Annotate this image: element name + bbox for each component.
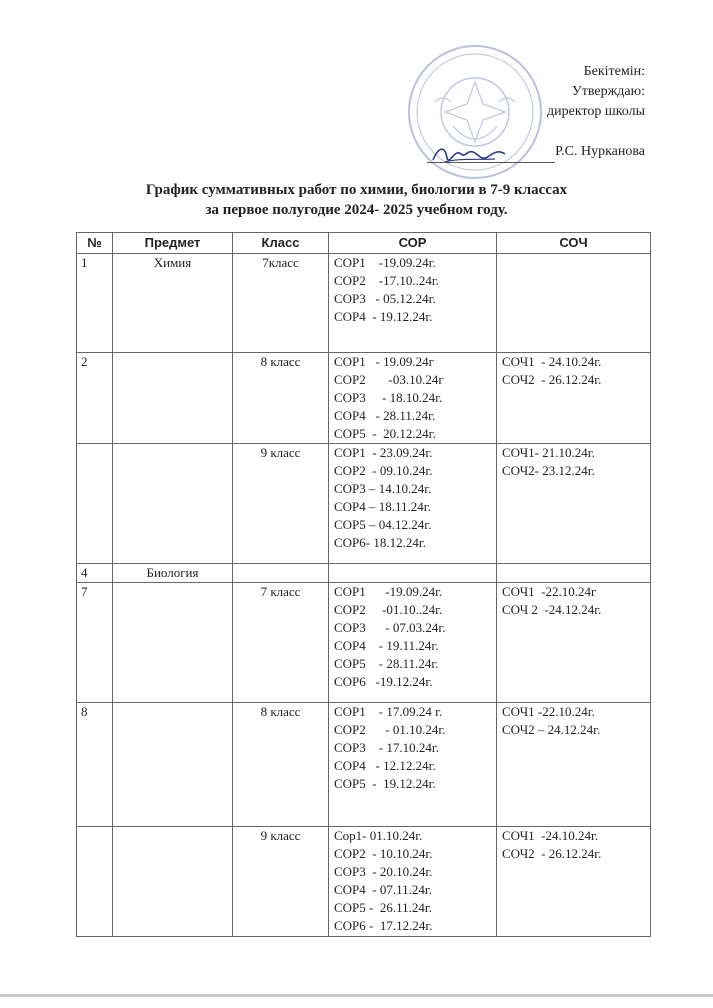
table-row bbox=[77, 827, 651, 937]
row-subject bbox=[113, 703, 233, 827]
soch-entry: СОЧ2 - 26.12.24г. bbox=[502, 846, 602, 861]
soch-entry: СОЧ1- 21.10.24г. bbox=[502, 445, 595, 460]
document-title bbox=[0, 180, 713, 220]
header-soch: СОЧ bbox=[497, 233, 651, 254]
soch-cell bbox=[497, 254, 651, 353]
sor-cell bbox=[329, 353, 497, 444]
row-number: 7 bbox=[77, 583, 113, 703]
approval-position: директор школы bbox=[547, 104, 645, 119]
sor-entry: СОР5 - 20.12.24г. bbox=[334, 426, 436, 441]
soch-entry: СОЧ1 - 24.10.24г. bbox=[502, 354, 602, 369]
soch-entry: СОЧ2- 23.12.24г. bbox=[502, 463, 595, 478]
soch-cell bbox=[497, 827, 651, 937]
row-subject bbox=[113, 827, 233, 937]
table-row bbox=[77, 703, 651, 827]
row-subject bbox=[113, 353, 233, 444]
table-row bbox=[77, 444, 651, 564]
row-subject bbox=[113, 444, 233, 564]
header-subject: Предмет bbox=[113, 233, 233, 254]
header-class: Класс bbox=[233, 233, 329, 254]
soch-entry: СОЧ 2 -24.12.24г. bbox=[502, 602, 602, 617]
soch-entry: СОЧ1 -22.10.24г. bbox=[502, 704, 595, 719]
sor-cell bbox=[329, 564, 497, 583]
row-number: 1 bbox=[77, 254, 113, 353]
row-number: 8 bbox=[77, 703, 113, 827]
sor-entry: СОР5 - 26.11.24г. bbox=[334, 900, 433, 915]
sor-entry: СОР3 - 20.10.24г. bbox=[334, 864, 433, 879]
row-number bbox=[77, 444, 113, 564]
sor-entry: СОР4 - 12.12.24г. bbox=[334, 758, 436, 773]
sor-entry: СОР3 - 18.10.24г. bbox=[334, 390, 443, 405]
sor-entry: СОР5 - 28.11.24г. bbox=[334, 656, 439, 671]
soch-cell bbox=[497, 583, 651, 703]
sor-entry: СОР1 -19.09.24г. bbox=[334, 584, 443, 599]
table-row bbox=[77, 353, 651, 444]
sor-cell bbox=[329, 444, 497, 564]
sor-entry: СОР3 - 05.12.24г. bbox=[334, 291, 436, 306]
header-sor: СОР bbox=[329, 233, 497, 254]
sor-cell bbox=[329, 827, 497, 937]
sor-entry: Сор1- 01.10.24г. bbox=[334, 828, 423, 843]
table-header-row bbox=[77, 233, 651, 254]
sor-entry: СОР2 -03.10.24г bbox=[334, 372, 444, 387]
page-bottom-edge bbox=[0, 994, 713, 997]
sor-entry: СОР4 - 19.11.24г. bbox=[334, 638, 439, 653]
soch-entry: СОЧ1 -24.10.24г. bbox=[502, 828, 599, 843]
row-class: 7 класс bbox=[233, 583, 329, 703]
sor-entry: СОР1 -19.09.24г. bbox=[334, 255, 436, 270]
table-row bbox=[77, 583, 651, 703]
handwritten-signature bbox=[425, 140, 515, 168]
row-class: 7класс bbox=[233, 254, 329, 353]
soch-cell bbox=[497, 353, 651, 444]
soch-entry: СОЧ2 - 26.12.24г. bbox=[502, 372, 602, 387]
approval-block bbox=[547, 62, 645, 122]
row-number: 4 bbox=[77, 564, 113, 583]
sor-cell bbox=[329, 583, 497, 703]
sor-entry: СОР4 - 19.12.24г. bbox=[334, 309, 433, 324]
director-name: Р.С. Нурканова bbox=[555, 144, 645, 159]
sor-entry: СОР2 -01.10..24г. bbox=[334, 602, 443, 617]
sor-entry: СОР2 - 09.10.24г. bbox=[334, 463, 433, 478]
sor-entry: СОР2 - 01.10.24г. bbox=[334, 722, 446, 737]
soch-cell bbox=[497, 703, 651, 827]
sor-entry: СОР1 - 23.09.24г. bbox=[334, 445, 433, 460]
sor-entry: СОР6 -19.12.24г. bbox=[334, 674, 433, 689]
row-class: 9 класс bbox=[233, 827, 329, 937]
header-number: № bbox=[77, 233, 113, 254]
approval-line-kaz: Бекітемін: bbox=[583, 64, 645, 79]
row-number bbox=[77, 827, 113, 937]
schedule-table bbox=[76, 232, 651, 937]
row-class bbox=[233, 564, 329, 583]
sor-cell bbox=[329, 703, 497, 827]
row-class: 8 класс bbox=[233, 353, 329, 444]
soch-cell bbox=[497, 444, 651, 564]
approval-line-rus: Утверждаю: bbox=[571, 84, 645, 99]
soch-entry: СОЧ1 -22.10.24г bbox=[502, 584, 597, 599]
soch-entry: СОЧ2 – 24.12.24г. bbox=[502, 722, 601, 737]
sor-entry: СОР1 - 17.09.24 г. bbox=[334, 704, 443, 719]
sor-entry: СОР1 - 19.09.24г bbox=[334, 354, 434, 369]
sor-entry: СОР4 - 07.11.24г. bbox=[334, 882, 433, 897]
table-row bbox=[77, 564, 651, 583]
sor-entry: СОР3 - 07.03.24г. bbox=[334, 620, 446, 635]
sor-entry: СОР4 - 28.11.24г. bbox=[334, 408, 436, 423]
sor-entry: СОР3 - 17.10.24г. bbox=[334, 740, 439, 755]
table-row bbox=[77, 254, 651, 353]
sor-cell bbox=[329, 254, 497, 353]
sor-entry: СОР3 – 14.10.24г. bbox=[334, 481, 432, 496]
row-subject: Химия bbox=[113, 254, 233, 353]
row-class: 8 класс bbox=[233, 703, 329, 827]
signature-row bbox=[425, 140, 645, 168]
row-subject bbox=[113, 583, 233, 703]
row-subject: Биология bbox=[113, 564, 233, 583]
sor-entry: СОР5 – 04.12.24г. bbox=[334, 517, 432, 532]
sor-entry: СОР6 - 17.12.24г. bbox=[334, 918, 433, 933]
sor-entry: СОР2 - 10.10.24г. bbox=[334, 846, 433, 861]
title-line-1: График суммативных работ по химии, биологии в 7-9 классах bbox=[145, 182, 568, 198]
title-line-2: за первое полугодие 2024- 2025 учебном году. bbox=[205, 202, 508, 218]
sor-entry: СОР5 - 19.12.24г. bbox=[334, 776, 436, 791]
sor-entry: СОР6- 18.12.24г. bbox=[334, 535, 426, 550]
sor-entry: СОР4 – 18.11.24г. bbox=[334, 499, 431, 514]
sor-entry: СОР2 -17.10..24г. bbox=[334, 273, 439, 288]
row-number: 2 bbox=[77, 353, 113, 444]
row-class: 9 класс bbox=[233, 444, 329, 564]
soch-cell bbox=[497, 564, 651, 583]
signature-line bbox=[427, 162, 555, 163]
